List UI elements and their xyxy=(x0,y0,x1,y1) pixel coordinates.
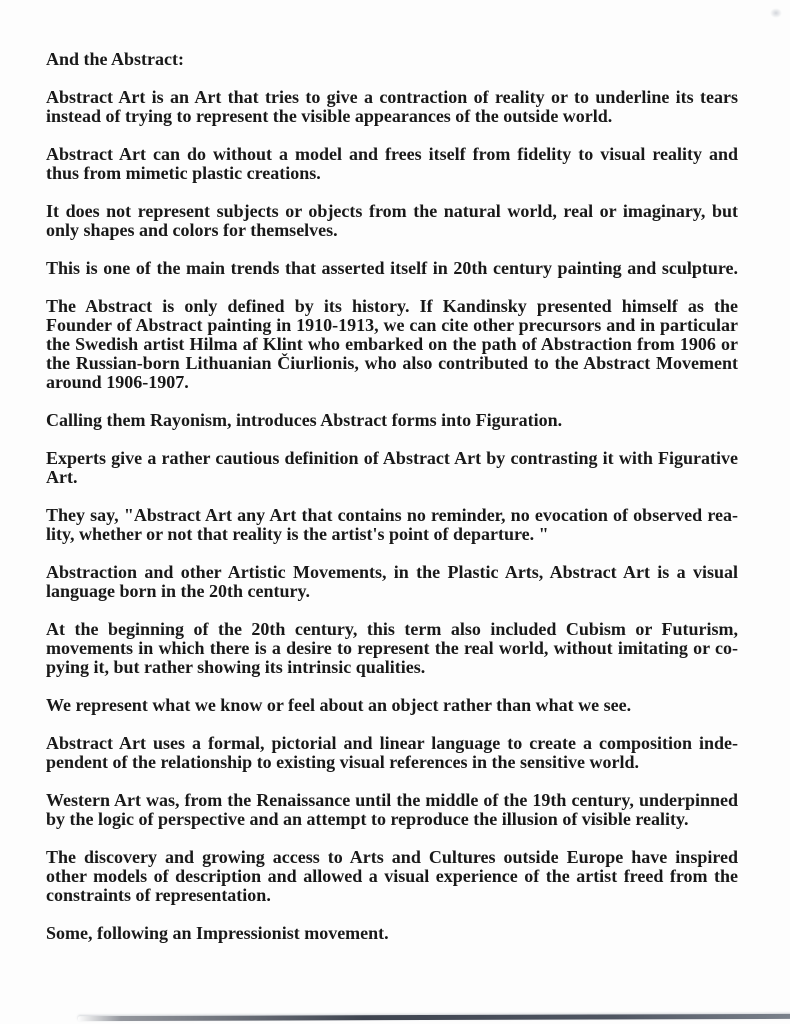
text-line: We represent what we know or feel about an object rather than what we see. xyxy=(46,695,632,715)
section-heading xyxy=(46,50,738,69)
paragraph xyxy=(46,411,738,430)
paragraph xyxy=(46,848,738,905)
text-line: Experts give a rather cautious definition of Abstract Art by contrasting it with Figurative xyxy=(46,448,738,468)
paragraph xyxy=(46,449,738,487)
text-line: Founder of Abstract painting in 1910-1913, we can cite other precursors and in particular xyxy=(46,315,738,335)
text-line: the Russian-born Lithuanian Čiurlionis, who also contributed to the Abstract Movement xyxy=(46,353,738,373)
text-line: Some, following an Impressionist movement. xyxy=(46,923,389,943)
text-line: Art. xyxy=(46,467,78,487)
paragraph xyxy=(46,506,738,544)
paragraph xyxy=(46,620,738,677)
text-line: And the Abstract: xyxy=(46,49,184,69)
paragraph xyxy=(46,791,738,829)
document-page xyxy=(46,50,738,962)
paragraph xyxy=(46,259,738,278)
text-line: pying it, but rather showing its intrinsic qualities. xyxy=(46,657,426,677)
text-line: language born in the 20th century. xyxy=(46,581,311,601)
text-line: Abstraction and other Artistic Movements, in the Plastic Arts, Abstract Art is a visual xyxy=(46,562,738,582)
text-line: thus from mimetic plastic creations. xyxy=(46,163,321,183)
paragraph xyxy=(46,696,738,715)
paragraph xyxy=(46,202,738,240)
page-scan-edge-artifact xyxy=(78,1014,790,1021)
paragraph xyxy=(46,297,738,392)
text-line: constraints of representation. xyxy=(46,885,271,905)
text-line: other models of description and allowed a visual experience of the artist freed from the xyxy=(46,866,738,886)
paragraph xyxy=(46,88,738,126)
scan-speck-artifact xyxy=(770,8,782,18)
text-line: Calling them Rayonism, introduces Abstract forms into Figuration. xyxy=(46,410,563,430)
paragraph xyxy=(46,734,738,772)
text-line: Abstract Art uses a formal, pictorial and linear language to create a composition inde- xyxy=(46,733,738,753)
paragraph xyxy=(46,924,738,943)
text-line: the Swedish artist Hilma af Klint who embarked on the path of Abstraction from 1906 or xyxy=(46,334,738,354)
text-line: The discovery and growing access to Arts and Cultures outside Europe have inspired xyxy=(46,847,738,867)
text-line: by the logic of perspective and an attempt to reproduce the illusion of visible reality. xyxy=(46,809,689,829)
text-line: Abstract Art is an Art that tries to give a contraction of reality or to underline its tears xyxy=(46,87,738,107)
text-line: The Abstract is only defined by its history. If Kandinsky presented himself as the xyxy=(46,296,738,316)
text-line: Western Art was, from the Renaissance until the middle of the 19th century, underpinned xyxy=(46,790,738,810)
text-line: pendent of the relationship to existing visual references in the sensitive world. xyxy=(46,752,639,772)
text-line: lity, whether or not that reality is the artist's point of departure. " xyxy=(46,524,549,544)
text-line: Abstract Art can do without a model and frees itself from fidelity to visual reality and xyxy=(46,144,738,164)
text-line: only shapes and colors for themselves. xyxy=(46,220,338,240)
paragraph xyxy=(46,145,738,183)
text-line: movements in which there is a desire to represent the real world, without imitating or co- xyxy=(46,638,738,658)
text-line: instead of trying to represent the visible appearances of the outside world. xyxy=(46,106,613,126)
text-line: This is one of the main trends that asserted itself in 20th century painting and sculpture. xyxy=(46,258,738,278)
paragraph xyxy=(46,563,738,601)
text-line: They say, "Abstract Art any Art that contains no reminder, no evocation of observed rea- xyxy=(46,505,738,525)
text-line: It does not represent subjects or objects from the natural world, real or imaginary, but xyxy=(46,201,738,221)
text-line: At the beginning of the 20th century, this term also included Cubism or Futurism, xyxy=(46,619,738,639)
text-line: around 1906-1907. xyxy=(46,372,189,392)
